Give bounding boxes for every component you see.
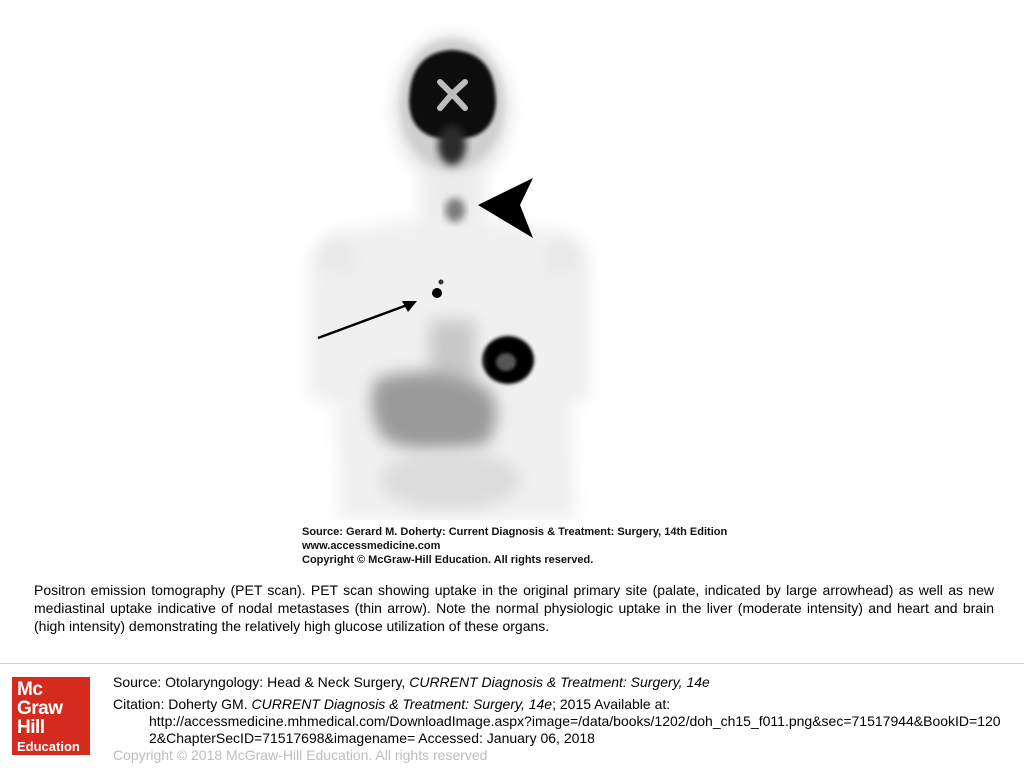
logo-line-hill: Hill [17,717,45,738]
footer-citation-block [113,674,1018,764]
footer-citation-title: CURRENT Diagnosis & Treatment: Surgery, 14e [251,696,553,712]
footer-citation-prefix: Citation: Doherty GM. [113,696,252,712]
figure-source-copyright: Copyright © McGraw-Hill Education. All rights reserved. [302,554,594,566]
figure-source-line: Source: Gerard M. Doherty: Current Diagnosis & Treatment: Surgery, 14th Edition [302,526,728,538]
figure-caption: Positron emission tomography (PET scan). PET scan showing uptake in the original primary site (palate, indicated by large arrowhead) as well as new mediastinal uptake indicative of nodal metastases (thin arrow). Note the normal physiologic uptake in the liver (moderate intensity) and heart and brain (high intensity) demonstrating the relatively high glucose utilization of these organs. [34,582,994,634]
brainstem-uptake [438,125,466,165]
footer-citation-url-line2[interactable]: 2&ChapterSecID=71517698&imagename= Accessed: January 06, 2018 [149,730,595,746]
figure-source-website: www.accessmedicine.com [302,540,441,552]
palate-uptake [445,198,465,222]
footer-citation-url-line1[interactable]: http://accessmedicine.mhmedical.com/DownloadImage.aspx?image=/data/books/1202/doh_ch15_f011.png&sec=71517944&BookID=120 [149,713,1001,729]
mcgraw-hill-logo [12,677,90,755]
heart-cavity [496,353,516,371]
figure-source-block [302,525,732,567]
logo-line-graw: Graw [17,698,63,719]
logo-line-mc: Mc [17,679,43,700]
footer-source [113,674,1018,691]
pet-scan-image [290,20,735,520]
footer-citation [113,696,1018,713]
footer-divider [0,663,1024,664]
footer-source-title: CURRENT Diagnosis & Treatment: Surgery, 14e [409,674,710,690]
logo-line-education: Education [17,739,80,754]
footer-source-prefix: Source: Otolaryngology: Head & Neck Surgery, [113,674,410,690]
abdomen-uptake [380,450,520,510]
mediastinal-node-uptake [432,288,442,298]
node-uptake-small [439,280,444,285]
pet-scan-figure [290,20,735,565]
footer-citation-suffix: ; 2015 Available at: [552,696,671,712]
footer-copyright: Copyright © 2018 McGraw-Hill Education. All rights reserved [113,747,488,763]
